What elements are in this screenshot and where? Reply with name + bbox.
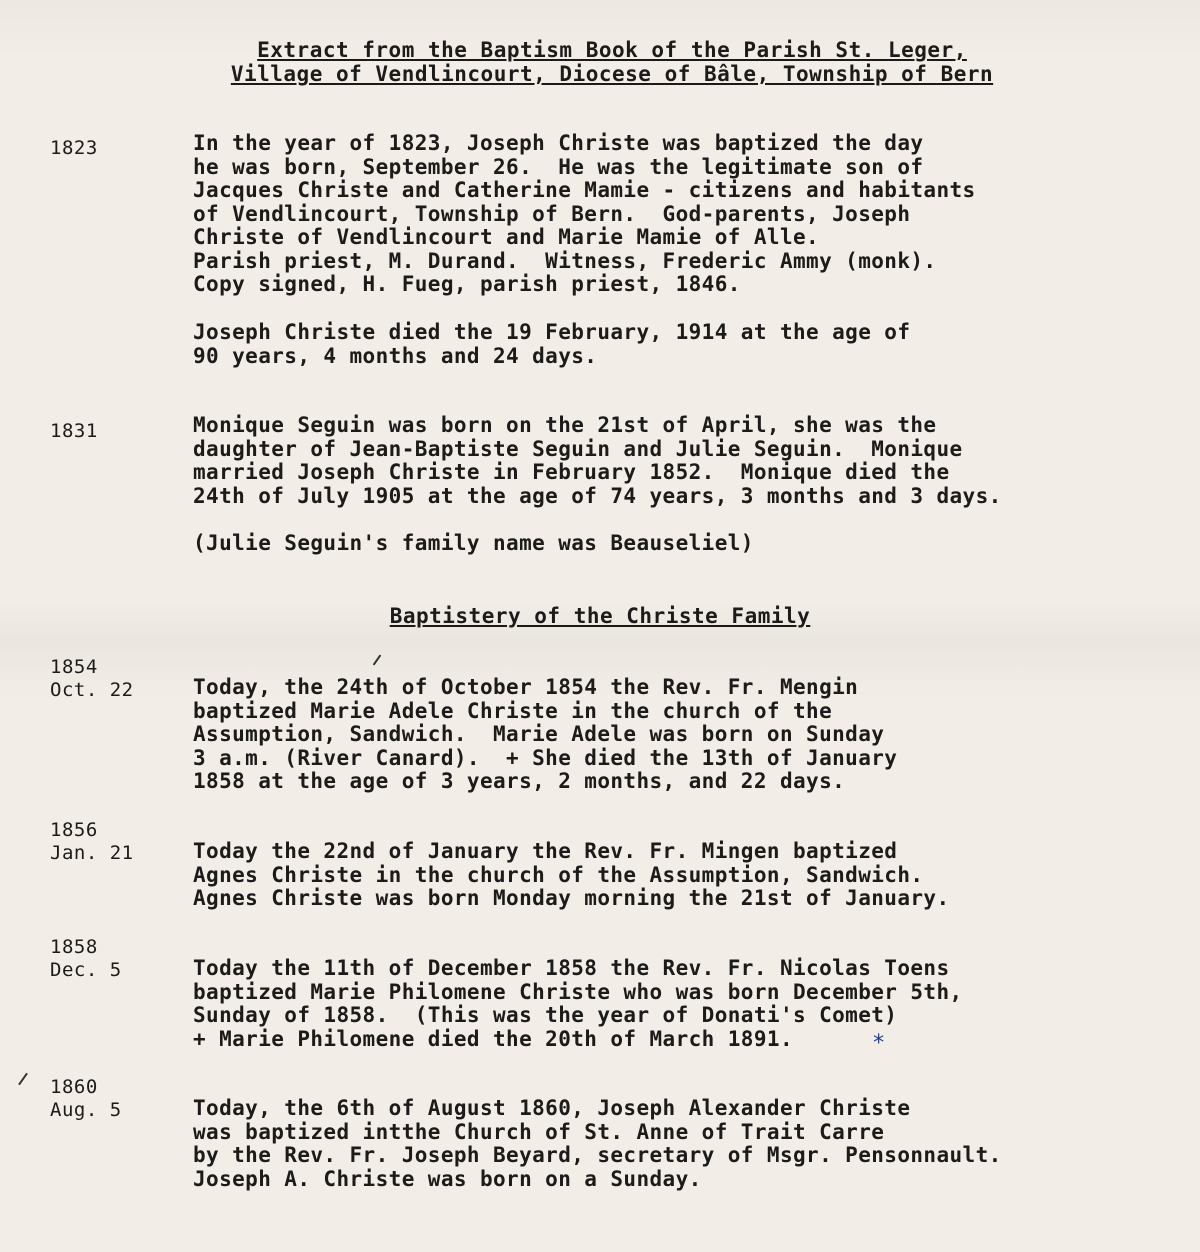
text-line: daughter of Jean-Baptiste Seguin and Julie Seguin. Monique	[193, 436, 963, 461]
text-line: In the year of 1823, Joseph Christe was baptized the day	[193, 131, 924, 155]
entry-text-1854	[193, 676, 1153, 794]
date-line: Aug. 5	[50, 1099, 122, 1121]
text-line: 90 years, 4 months and 24 days.	[193, 343, 598, 368]
text-line: Assumption, Sandwich. Marie Adele was born on Sunday	[193, 722, 885, 746]
text-line: Agnes Christe in the church of the Assumption, Sandwich.	[193, 862, 924, 887]
text-line: Sunday of 1858. (This was the year of Donati's Comet)	[193, 1003, 898, 1027]
text-line: baptized Marie Philomene Christe who was born December 5th,	[193, 979, 963, 1004]
asterisk-annotation: *	[872, 1031, 886, 1056]
text-line: Christe of Vendlincourt and Marie Mamie of Alle.	[193, 225, 820, 249]
heading-line-2: Village of Vendlincourt, Diocese of Bâle, Township of Bern	[230, 62, 994, 86]
entry-date-1860	[50, 1076, 122, 1122]
date-line: 1854	[50, 656, 98, 678]
entry-note-1831	[193, 532, 1153, 556]
pen-mark	[18, 1073, 28, 1086]
date-line: 1858	[50, 936, 98, 958]
date-line: 1856	[50, 819, 98, 841]
text-line: of Vendlincourt, Township of Bern. God-parents, Joseph	[193, 201, 911, 226]
entry-date-1831	[50, 420, 98, 443]
text-line: Jacques Christe and Catherine Mamie - citizens and habitants	[193, 178, 976, 202]
date-line: Jan. 21	[50, 842, 134, 864]
heading-line-1: Extract from the Baptism Book of the Parish St. Leger,	[257, 38, 967, 62]
pen-mark	[373, 655, 382, 666]
text-line: Monique Seguin was born on the 21st of April, she was the	[193, 413, 937, 437]
text-line: Joseph A. Christe was born on a Sunday.	[193, 1166, 702, 1191]
date-line: Dec. 5	[50, 959, 122, 981]
text-line: Today the 22nd of January the Rev. Fr. Mingen baptized	[193, 839, 898, 863]
text-line: Copy signed, H. Fueg, parish priest, 1846.	[193, 272, 741, 296]
text-line: Agnes Christe was born Monday morning the 21st of January.	[193, 886, 950, 910]
entry-text-1856	[193, 840, 1153, 911]
text-line: Today the 11th of December 1858 the Rev. Fr. Nicolas Toens	[193, 956, 950, 980]
text-line: by the Rev. Fr. Joseph Beyard, secretary of Msgr. Pensonnault.	[193, 1143, 1002, 1167]
entry-date-1858	[50, 936, 122, 982]
text-line: Joseph Christe died the 19 February, 1914 at the age of	[193, 320, 911, 344]
text-line: Today, the 6th of August 1860, Joseph Alexander Christe	[193, 1096, 911, 1120]
date-line: 1831	[50, 420, 98, 442]
date-line: Oct. 22	[50, 679, 134, 701]
text-line: was baptized intthe Church of St. Anne of Trait Carre	[193, 1119, 885, 1144]
entry-date-1856	[50, 819, 134, 865]
entry-text-1823	[193, 132, 1153, 297]
entry-text-1831	[193, 414, 1153, 508]
text-line: + Marie Philomene died the 20th of March 1891.	[193, 1026, 793, 1051]
entry-text-1858	[193, 957, 1153, 1051]
entry-text-1860	[193, 1097, 1153, 1191]
date-line: 1823	[50, 137, 98, 159]
text-line: Parish priest, M. Durand. Witness, Frederic Ammy (monk).	[193, 248, 937, 273]
text-line: 24th of July 1905 at the age of 74 years, 3 months and 3 days.	[193, 483, 1002, 508]
document-heading	[12, 38, 1200, 86]
text-line: he was born, September 26. He was the legitimate son of	[193, 154, 924, 179]
text-line: Today, the 24th of October 1854 the Rev. Fr. Mengin	[193, 675, 859, 699]
text-line: married Joseph Christe in February 1852. Monique died the	[193, 460, 950, 484]
text-line: 3 a.m. (River Canard). + She died the 13th of January	[193, 745, 898, 770]
section-heading	[0, 604, 1200, 628]
entry-note-1823	[193, 321, 1153, 368]
date-line: 1860	[50, 1076, 98, 1098]
entry-date-1823	[50, 137, 98, 160]
section-title: Baptistery of the Christe Family	[389, 604, 811, 628]
text-line: (Julie Seguin's family name was Beauseliel)	[193, 531, 754, 555]
text-line: 1858 at the age of 3 years, 2 months, and 22 days.	[193, 769, 846, 793]
text-line: baptized Marie Adele Christe in the church of the	[193, 698, 833, 723]
entry-date-1854	[50, 656, 134, 702]
